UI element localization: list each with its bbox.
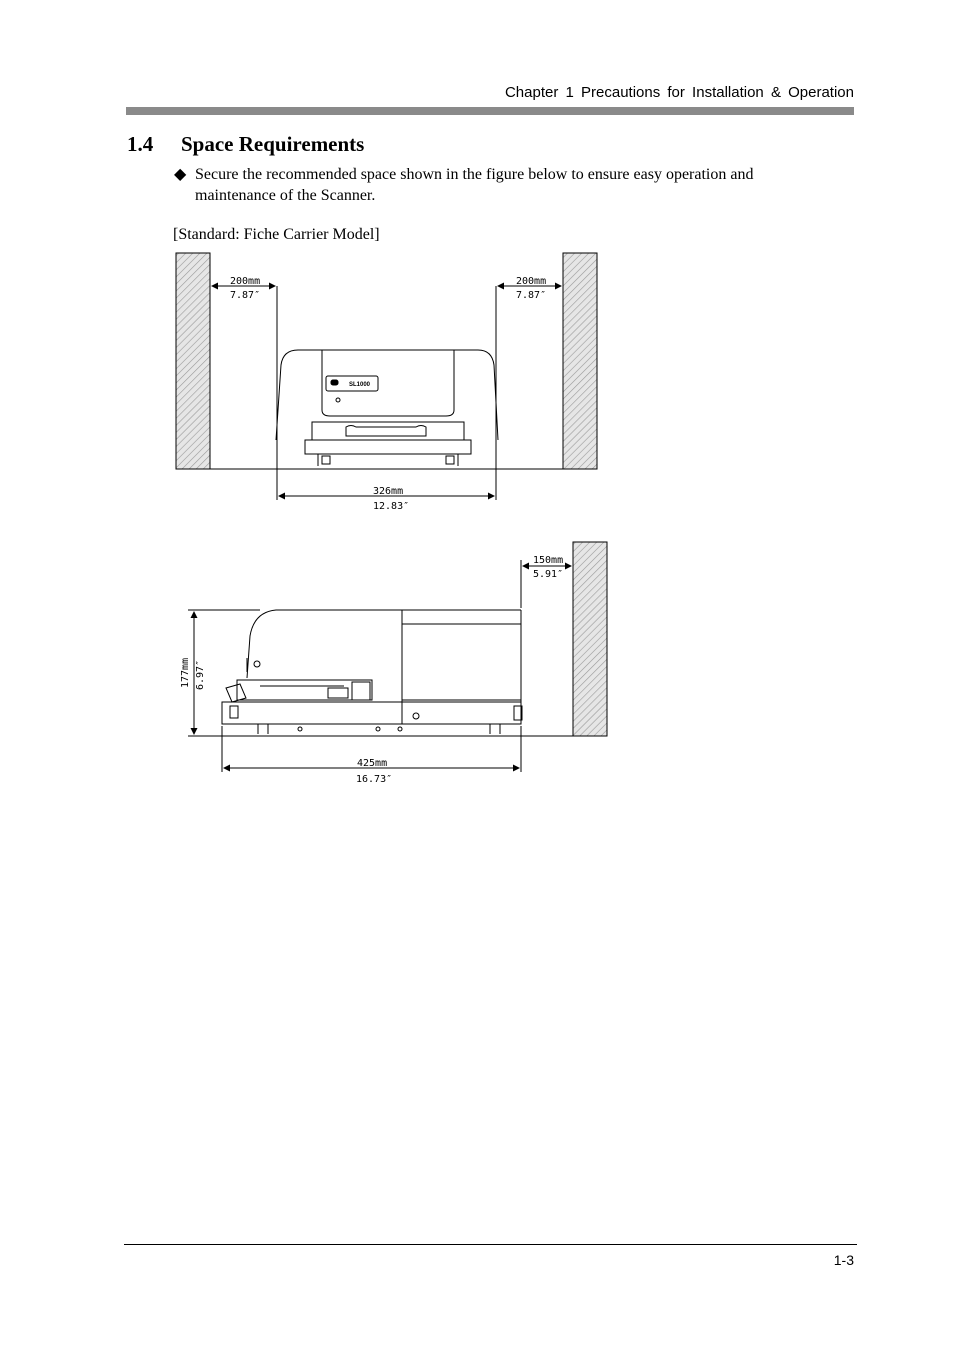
rear-gap-in: 5.91″ xyxy=(533,569,564,580)
diamond-bullet-icon: ◆ xyxy=(174,166,187,183)
scanner-side xyxy=(222,610,522,734)
left-gap-in: 7.87″ xyxy=(230,290,261,301)
right-wall xyxy=(563,253,597,469)
left-wall xyxy=(176,253,210,469)
scanner-front xyxy=(276,350,498,466)
width-in: 12.83″ xyxy=(373,501,410,512)
footer-rule xyxy=(124,1244,857,1245)
width-mm: 326mm xyxy=(373,486,404,497)
height-mm: 177mm xyxy=(180,657,191,688)
depth-mm: 425mm xyxy=(357,758,388,769)
running-header: Chapter 1 Precautions for Installation & Operation xyxy=(504,84,854,101)
model-label: SL1000 xyxy=(349,382,371,388)
figure-caption: [Standard: Fiche Carrier Model] xyxy=(173,226,380,243)
bullet-text: Secure the recommended space shown in the figure below to ensure easy operation and maintenance of the Scanner. xyxy=(195,166,754,204)
height-in: 6.97″ xyxy=(195,659,206,690)
section-title: Space Requirements xyxy=(181,132,365,156)
rear-wall xyxy=(573,542,607,736)
rear-gap-mm: 150mm xyxy=(533,555,564,566)
page-number: 1-3 xyxy=(833,1252,854,1268)
section-number: 1.4 xyxy=(127,132,154,156)
right-gap-in: 7.87″ xyxy=(516,290,547,301)
depth-in: 16.73″ xyxy=(356,774,393,785)
right-gap-mm: 200mm xyxy=(516,276,547,287)
left-gap-mm: 200mm xyxy=(230,276,261,287)
